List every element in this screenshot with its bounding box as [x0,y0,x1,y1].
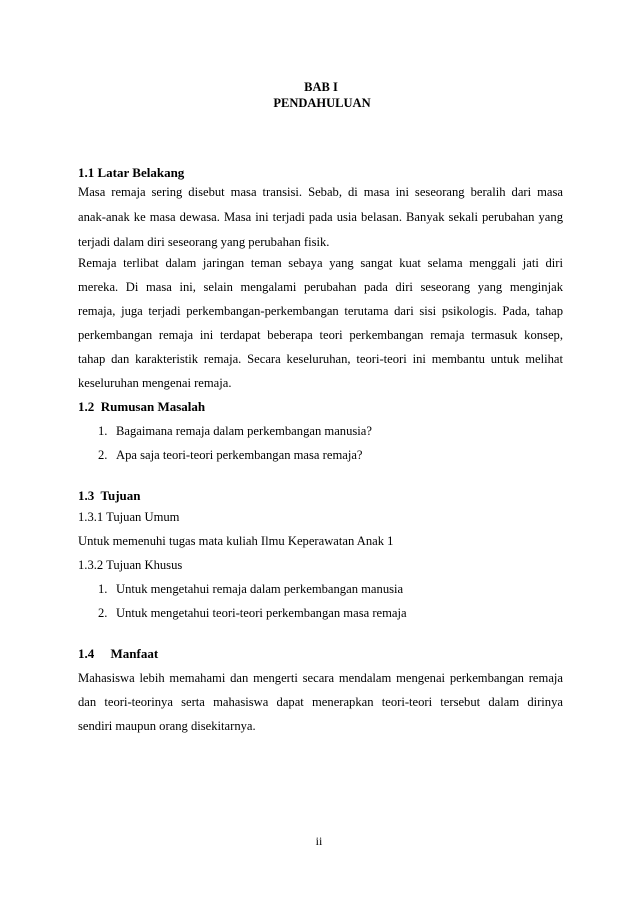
section-heading-manfaat: 1.4 Manfaat [78,646,159,661]
list-item: Apa saja teori-teori perkembangan masa remaja? [116,448,363,462]
section-heading-tujuan: 1.3 Tujuan [78,488,141,503]
list-item-number: 1. [98,424,108,438]
paragraph-line: dan teori-teorinya serta mahasiswa dapat menerapkan teori-teori tersebut dalam dirinya [78,695,563,709]
subsection-heading-tujuan-umum: 1.3.1 Tujuan Umum [78,510,180,524]
list-item: Untuk mengetahui teori-teori perkembangan masa remaja [116,606,407,620]
list-item-number: 2. [98,448,108,462]
paragraph-line: mereka. Di masa ini, selain mengalami perubahan pada diri seseorang yang menginjak [78,280,563,294]
list-item-number: 2. [98,606,108,620]
paragraph-line: Untuk memenuhi tugas mata kuliah Ilmu Keperawatan Anak 1 [78,534,394,548]
paragraph-line: Masa remaja sering disebut masa transisi. Sebab, di masa ini seseorang beralih dari masa [78,185,563,199]
chapter-label: BAB I [304,80,338,94]
paragraph-line: perkembangan remaja ini terdapat beberapa teori perkembangan remaja termasuk konsep, [78,328,563,342]
paragraph-line: Remaja terlibat dalam jaringan teman sebaya yang sangat kuat selama menggali jati diri [78,256,563,270]
paragraph-line: terjadi dalam diri seseorang yang perubahan fisik. [78,235,330,249]
section-heading-latar-belakang: 1.1 Latar Belakang [78,165,185,180]
paragraph-line: keseluruhan mengenai remaja. [78,376,232,390]
subsection-heading-tujuan-khusus: 1.3.2 Tujuan Khusus [78,558,183,572]
page-number: ii [315,834,323,848]
paragraph-line: sendiri maupun orang disekitarnya. [78,719,256,733]
list-item: Bagaimana remaja dalam perkembangan manusia? [116,424,372,438]
paragraph-line: tahap dan karakteristik remaja. Secara keseluruhan, teori-teori ini membantu untuk melihat [78,352,563,366]
section-heading-rumusan-masalah: 1.2 Rumusan Masalah [78,399,206,414]
paragraph-line: anak-anak ke masa dewasa. Masa ini terjadi pada usia belasan. Banyak sekali perubahan yang [78,210,563,224]
chapter-title: PENDAHULUAN [273,96,371,110]
paragraph-line: remaja, juga terjadi perkembangan-perkembangan terutama dari sisi psikologis. Pada, tahap [78,304,563,318]
paragraph-line: Mahasiswa lebih memahami dan mengerti secara mendalam mengenai perkembangan remaja [78,671,563,685]
list-item: Untuk mengetahui remaja dalam perkembangan manusia [116,582,404,596]
list-item-number: 1. [98,582,108,596]
